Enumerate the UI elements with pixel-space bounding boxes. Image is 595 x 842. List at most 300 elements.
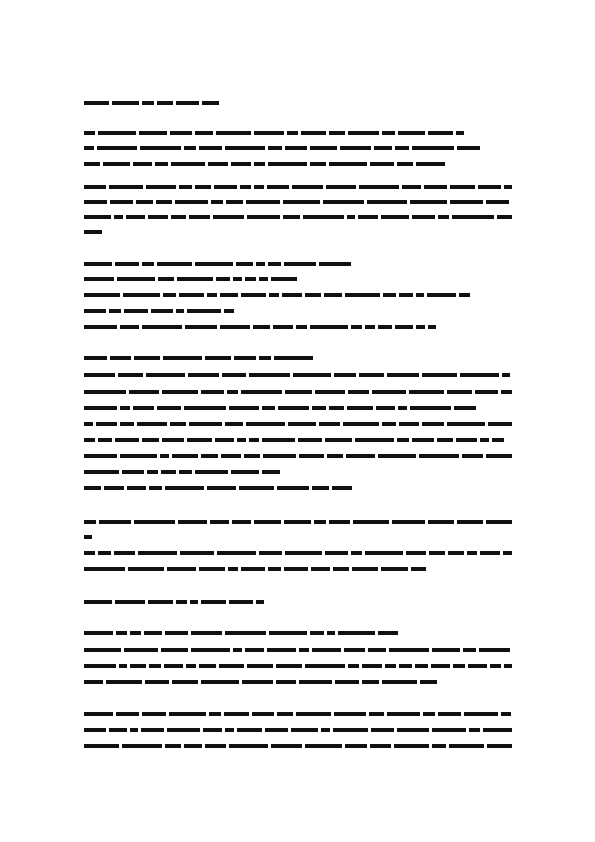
text-word — [348, 131, 379, 135]
text-word — [241, 390, 282, 394]
text-word — [253, 325, 270, 329]
text-word — [269, 631, 307, 635]
text-word — [139, 131, 167, 135]
text-word — [220, 293, 238, 297]
text-word — [84, 293, 120, 297]
text-word — [376, 406, 395, 410]
text-word — [241, 567, 265, 571]
text-word — [447, 422, 485, 426]
text-word — [419, 454, 459, 458]
text-word — [449, 744, 484, 748]
text-line — [84, 680, 442, 684]
text-word — [147, 470, 158, 474]
text-word — [179, 470, 192, 474]
text-word — [497, 215, 512, 219]
text-line — [84, 373, 510, 377]
text-line — [84, 600, 266, 604]
text-word — [112, 101, 139, 105]
text-word — [176, 101, 199, 105]
text-word — [84, 551, 95, 555]
text-word — [424, 185, 447, 189]
text-word — [422, 422, 444, 426]
text-word — [469, 728, 480, 732]
text-line — [84, 262, 352, 266]
text-word — [410, 200, 447, 204]
text-word — [84, 535, 92, 539]
text-word — [283, 215, 300, 219]
text-word — [165, 631, 188, 635]
text-word — [122, 744, 162, 748]
text-word — [84, 101, 109, 105]
text-word — [190, 600, 198, 604]
text-word — [447, 390, 472, 394]
text-word — [226, 200, 243, 204]
text-word — [146, 185, 176, 189]
text-word — [427, 293, 456, 297]
text-word — [285, 390, 312, 394]
text-word — [96, 422, 117, 426]
text-word — [225, 728, 234, 732]
text-word — [184, 406, 226, 410]
text-word — [268, 262, 281, 266]
text-word — [142, 262, 154, 266]
text-word — [383, 293, 396, 297]
text-word — [186, 664, 196, 668]
text-word — [262, 406, 275, 410]
text-word — [115, 438, 139, 442]
text-word — [267, 648, 296, 652]
text-word — [249, 373, 290, 377]
text-word — [140, 146, 181, 150]
text-word — [420, 680, 437, 684]
text-word — [319, 262, 351, 266]
text-word — [324, 293, 342, 297]
text-word — [277, 486, 309, 490]
text-word — [110, 356, 131, 360]
text-word — [165, 744, 181, 748]
text-word — [84, 277, 114, 281]
text-word — [148, 600, 173, 604]
text-word — [252, 712, 274, 716]
text-word — [463, 648, 476, 652]
text-word — [287, 131, 298, 135]
text-line — [84, 185, 512, 189]
text-word — [157, 406, 181, 410]
text-word — [479, 648, 510, 652]
text-word — [292, 185, 323, 189]
text-word — [453, 664, 465, 668]
text-word — [492, 438, 504, 442]
text-word — [158, 277, 174, 281]
text-word — [394, 744, 429, 748]
text-word — [359, 373, 384, 377]
text-word — [412, 215, 435, 219]
text-word — [104, 486, 124, 490]
text-word — [188, 373, 219, 377]
text-word — [269, 293, 279, 297]
text-line — [84, 101, 219, 105]
text-word — [428, 131, 453, 135]
text-word — [305, 293, 321, 297]
text-word — [305, 744, 342, 748]
text-word — [165, 486, 204, 490]
text-word — [134, 356, 160, 360]
text-word — [378, 631, 398, 635]
text-line — [84, 406, 476, 410]
text-word — [217, 551, 256, 555]
text-word — [387, 373, 419, 377]
text-word — [334, 373, 356, 377]
text-word — [299, 454, 324, 458]
text-word — [265, 728, 288, 732]
text-word — [327, 454, 343, 458]
text-word — [370, 162, 394, 166]
text-word — [454, 406, 476, 410]
text-word — [273, 325, 293, 329]
text-word — [432, 744, 446, 748]
text-word — [460, 373, 499, 377]
text-word — [201, 454, 218, 458]
text-word — [141, 728, 164, 732]
text-word — [184, 146, 196, 150]
text-word — [343, 422, 379, 426]
text-word — [124, 309, 148, 313]
text-word — [84, 406, 117, 410]
text-word — [277, 712, 293, 716]
text-word — [448, 551, 464, 555]
text-word — [119, 664, 127, 668]
text-line — [84, 520, 512, 524]
text-line — [84, 551, 512, 555]
text-word — [431, 664, 450, 668]
text-word — [171, 162, 205, 166]
text-word — [483, 728, 512, 732]
text-word — [179, 185, 192, 189]
text-word — [161, 648, 188, 652]
text-word — [84, 648, 121, 652]
text-word — [247, 664, 273, 668]
text-word — [225, 631, 266, 635]
text-word — [416, 293, 424, 297]
text-word — [84, 520, 96, 524]
text-word — [129, 390, 159, 394]
text-line — [84, 567, 432, 571]
text-word — [397, 728, 429, 732]
text-line — [84, 648, 512, 652]
text-word — [84, 325, 117, 329]
text-word — [340, 146, 371, 150]
text-word — [338, 631, 375, 635]
text-line — [84, 470, 280, 474]
text-word — [480, 551, 500, 555]
text-word — [133, 406, 154, 410]
text-word — [114, 215, 123, 219]
text-word — [332, 486, 352, 490]
text-word — [146, 373, 185, 377]
text-word — [211, 200, 223, 204]
text-word — [209, 712, 221, 716]
text-word — [256, 262, 265, 266]
text-word — [333, 728, 368, 732]
text-word — [134, 520, 175, 524]
text-word — [347, 406, 373, 410]
text-word — [222, 373, 246, 377]
text-word — [233, 277, 242, 281]
text-word — [201, 680, 239, 684]
text-word — [99, 520, 131, 524]
text-word — [247, 215, 280, 219]
text-word — [142, 438, 159, 442]
text-word — [233, 648, 242, 652]
text-word — [402, 185, 421, 189]
text-word — [128, 567, 164, 571]
text-word — [284, 567, 308, 571]
text-word — [245, 277, 256, 281]
text-word — [84, 486, 101, 490]
text-word — [389, 648, 429, 652]
text-word — [227, 390, 238, 394]
text-word — [378, 454, 416, 458]
text-word — [120, 325, 139, 329]
text-word — [312, 648, 341, 652]
text-word — [126, 215, 145, 219]
text-word — [254, 185, 264, 189]
text-word — [229, 600, 253, 604]
text-line — [84, 438, 512, 442]
text-word — [256, 600, 264, 604]
text-word — [385, 664, 396, 668]
text-word — [97, 146, 137, 150]
text-word — [399, 664, 412, 668]
text-word — [207, 486, 236, 490]
text-word — [381, 215, 409, 219]
text-word — [358, 215, 378, 219]
text-word — [220, 325, 250, 329]
text-word — [155, 162, 168, 166]
text-word — [249, 438, 259, 442]
text-word — [122, 470, 144, 474]
text-word — [133, 162, 152, 166]
text-word — [348, 664, 359, 668]
text-word — [285, 146, 307, 150]
text-word — [110, 200, 133, 204]
text-word — [398, 131, 425, 135]
text-word — [84, 438, 95, 442]
text-word — [229, 744, 268, 748]
text-word — [98, 551, 111, 555]
text-word — [84, 422, 93, 426]
text-word — [136, 200, 153, 204]
text-word — [346, 454, 375, 458]
text-word — [138, 551, 177, 555]
text-word — [84, 185, 106, 189]
text-word — [130, 664, 146, 668]
text-word — [271, 277, 297, 281]
text-word — [162, 390, 198, 394]
text-word — [201, 600, 226, 604]
text-line — [84, 486, 352, 490]
text-word — [283, 200, 320, 204]
text-word — [115, 600, 145, 604]
text-word — [488, 422, 512, 426]
text-line — [84, 744, 512, 748]
text-word — [259, 551, 282, 555]
text-word — [259, 277, 268, 281]
text-word — [84, 680, 103, 684]
text-word — [151, 309, 173, 313]
text-word — [329, 131, 345, 135]
text-word — [347, 215, 355, 219]
text-word — [120, 422, 134, 426]
text-word — [199, 664, 216, 668]
text-word — [395, 146, 409, 150]
text-line — [84, 215, 512, 219]
text-word — [191, 631, 222, 635]
text-word — [486, 520, 512, 524]
text-word — [282, 293, 302, 297]
text-word — [167, 728, 200, 732]
text-word — [310, 631, 324, 635]
text-word — [120, 406, 130, 410]
text-word — [486, 454, 512, 458]
text-word — [301, 131, 326, 135]
text-word — [229, 406, 259, 410]
text-word — [274, 356, 313, 360]
text-word — [221, 454, 241, 458]
text-line — [84, 309, 234, 313]
text-word — [428, 325, 436, 329]
text-word — [369, 712, 384, 716]
text-word — [120, 454, 157, 458]
text-word — [312, 406, 326, 410]
text-word — [98, 131, 136, 135]
text-word — [109, 728, 127, 732]
text-word — [457, 520, 483, 524]
text-line — [84, 664, 512, 668]
text-word — [106, 680, 142, 684]
text-word — [478, 185, 501, 189]
text-word — [365, 325, 375, 329]
text-word — [123, 293, 160, 297]
text-line — [84, 162, 454, 166]
text-word — [84, 356, 107, 360]
text-line — [84, 146, 484, 150]
text-word — [124, 648, 158, 652]
text-line — [84, 728, 512, 732]
text-word — [145, 680, 169, 684]
text-word — [367, 200, 407, 204]
text-word — [215, 438, 234, 442]
text-word — [103, 162, 130, 166]
text-word — [398, 406, 407, 410]
text-word — [84, 567, 125, 571]
text-word — [371, 728, 394, 732]
text-word — [334, 712, 366, 716]
text-word — [240, 185, 251, 189]
text-word — [203, 728, 222, 732]
text-word — [163, 356, 202, 360]
text-word — [130, 631, 141, 635]
text-word — [319, 422, 340, 426]
text-word — [84, 600, 112, 604]
text-word — [310, 325, 348, 329]
text-word — [432, 728, 466, 732]
text-word — [170, 131, 192, 135]
text-word — [180, 551, 214, 555]
text-word — [456, 131, 464, 135]
text-word — [378, 325, 392, 329]
text-word — [323, 200, 364, 204]
text-word — [502, 373, 510, 377]
text-word — [84, 664, 116, 668]
text-line — [84, 325, 436, 329]
text-word — [162, 438, 184, 442]
text-word — [464, 712, 498, 716]
text-word — [293, 373, 331, 377]
text-word — [84, 373, 115, 377]
text-word — [362, 680, 379, 684]
text-word — [160, 454, 169, 458]
text-word — [114, 551, 135, 555]
text-word — [169, 712, 206, 716]
text-word — [118, 373, 143, 377]
text-word — [254, 162, 265, 166]
text-word — [268, 162, 307, 166]
text-word — [504, 664, 512, 668]
text-word — [219, 664, 244, 668]
text-word — [428, 520, 454, 524]
text-word — [422, 373, 457, 377]
text-word — [315, 390, 345, 394]
text-word — [504, 185, 512, 189]
text-word — [276, 664, 302, 668]
text-word — [432, 648, 460, 652]
text-word — [236, 262, 253, 266]
text-word — [305, 664, 345, 668]
text-word — [406, 551, 426, 555]
text-word — [416, 325, 425, 329]
text-word — [225, 422, 243, 426]
text-word — [115, 262, 139, 266]
text-word — [368, 648, 386, 652]
text-word — [149, 664, 161, 668]
text-word — [415, 664, 428, 668]
text-word — [438, 712, 461, 716]
text-word — [410, 406, 451, 410]
text-word — [116, 631, 127, 635]
text-word — [191, 648, 230, 652]
text-word — [412, 146, 454, 150]
text-word — [242, 680, 273, 684]
text-word — [84, 728, 106, 732]
text-word — [501, 390, 512, 394]
text-word — [327, 631, 335, 635]
text-word — [416, 162, 445, 166]
text-word — [161, 470, 176, 474]
text-word — [503, 551, 512, 555]
text-word — [184, 744, 202, 748]
text-word — [109, 185, 143, 189]
text-word — [84, 131, 95, 135]
text-word — [387, 712, 420, 716]
text-word — [271, 744, 302, 748]
text-word — [98, 438, 112, 442]
text-word — [268, 146, 282, 150]
text-word — [268, 567, 281, 571]
text-word — [225, 146, 265, 150]
text-word — [278, 406, 309, 410]
text-word — [325, 551, 348, 555]
